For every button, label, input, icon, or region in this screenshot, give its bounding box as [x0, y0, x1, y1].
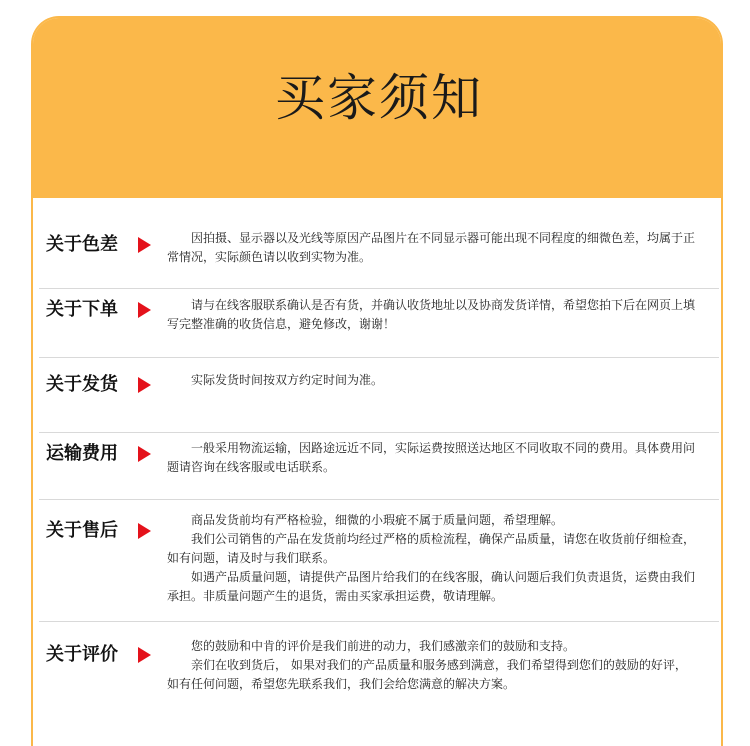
section-divider	[39, 621, 719, 622]
section-text	[167, 511, 697, 606]
section-paragraph: 商品发货前均有严格检验，细微的小瑕疵不属于质量问题，希望理解。	[191, 513, 564, 527]
arrow-icon	[138, 523, 151, 539]
section-label: 运输费用	[46, 443, 118, 464]
wave-border	[33, 176, 723, 216]
section-label: 关于评价	[46, 644, 118, 665]
section-paragraph: 一般采用物流运输，因路途远近不同，实际运费按照送达地区不同收取不同的费用。具体费用问题请咨询在线客服或电话联系。	[167, 441, 696, 474]
section-paragraph: 亲们在收到货后， 如果对我们的产品质量和服务感到满意，我们希望得到您们的鼓励的好评，如有任何问题，希望您先联系我们，我们会给您满意的解决方案。	[167, 658, 687, 691]
arrow-icon	[138, 302, 151, 318]
wave-shape	[33, 176, 723, 196]
section-paragraph: 您的鼓励和中肯的评价是我们前进的动力，我们感激亲们的鼓励和支持。	[191, 639, 576, 653]
section-text	[167, 229, 697, 267]
section-divider	[39, 499, 719, 500]
arrow-icon	[138, 647, 151, 663]
section-label: 关于色差	[46, 234, 118, 255]
arrow-icon	[138, 237, 151, 253]
section-paragraph: 请与在线客服联系确认是否有货，并确认收货地址以及协商发货详情，希望您拍下后在网页上填写完整准确的收货信息，避免修改，谢谢！	[167, 298, 696, 331]
section-label: 关于发货	[46, 374, 118, 395]
section-paragraph: 如遇产品质量问题，请提供产品图片给我们的在线客服，确认问题后我们负责退货，运费由我们承担。非质量问题产生的退货，需由买家承担运费，敬请理解。	[167, 570, 696, 603]
section-paragraph: 实际发货时间按双方约定时间为准。	[191, 373, 384, 387]
section-text	[167, 371, 697, 390]
section-label: 关于下单	[46, 299, 118, 320]
section-text	[167, 296, 697, 334]
section-paragraph: 我们公司销售的产品在发货前均经过严格的质检流程，确保产品质量，请您在收货前仔细检查，如有问题，请及时与我们联系。	[167, 532, 696, 565]
notice-panel	[31, 16, 723, 746]
section-divider	[39, 432, 719, 433]
section-label: 关于售后	[46, 520, 118, 541]
section-text	[167, 439, 697, 477]
arrow-icon	[138, 377, 151, 393]
section-divider	[39, 288, 719, 289]
arrow-icon	[138, 446, 151, 462]
section-paragraph: 因拍摄、显示器以及光线等原因产品图片在不同显示器可能出现不同程度的细微色差，均属于正常情况，实际颜色请以收到实物为准。	[167, 231, 696, 264]
section-text	[167, 637, 697, 694]
page-title: 买家须知	[275, 69, 483, 127]
section-divider	[39, 357, 719, 358]
